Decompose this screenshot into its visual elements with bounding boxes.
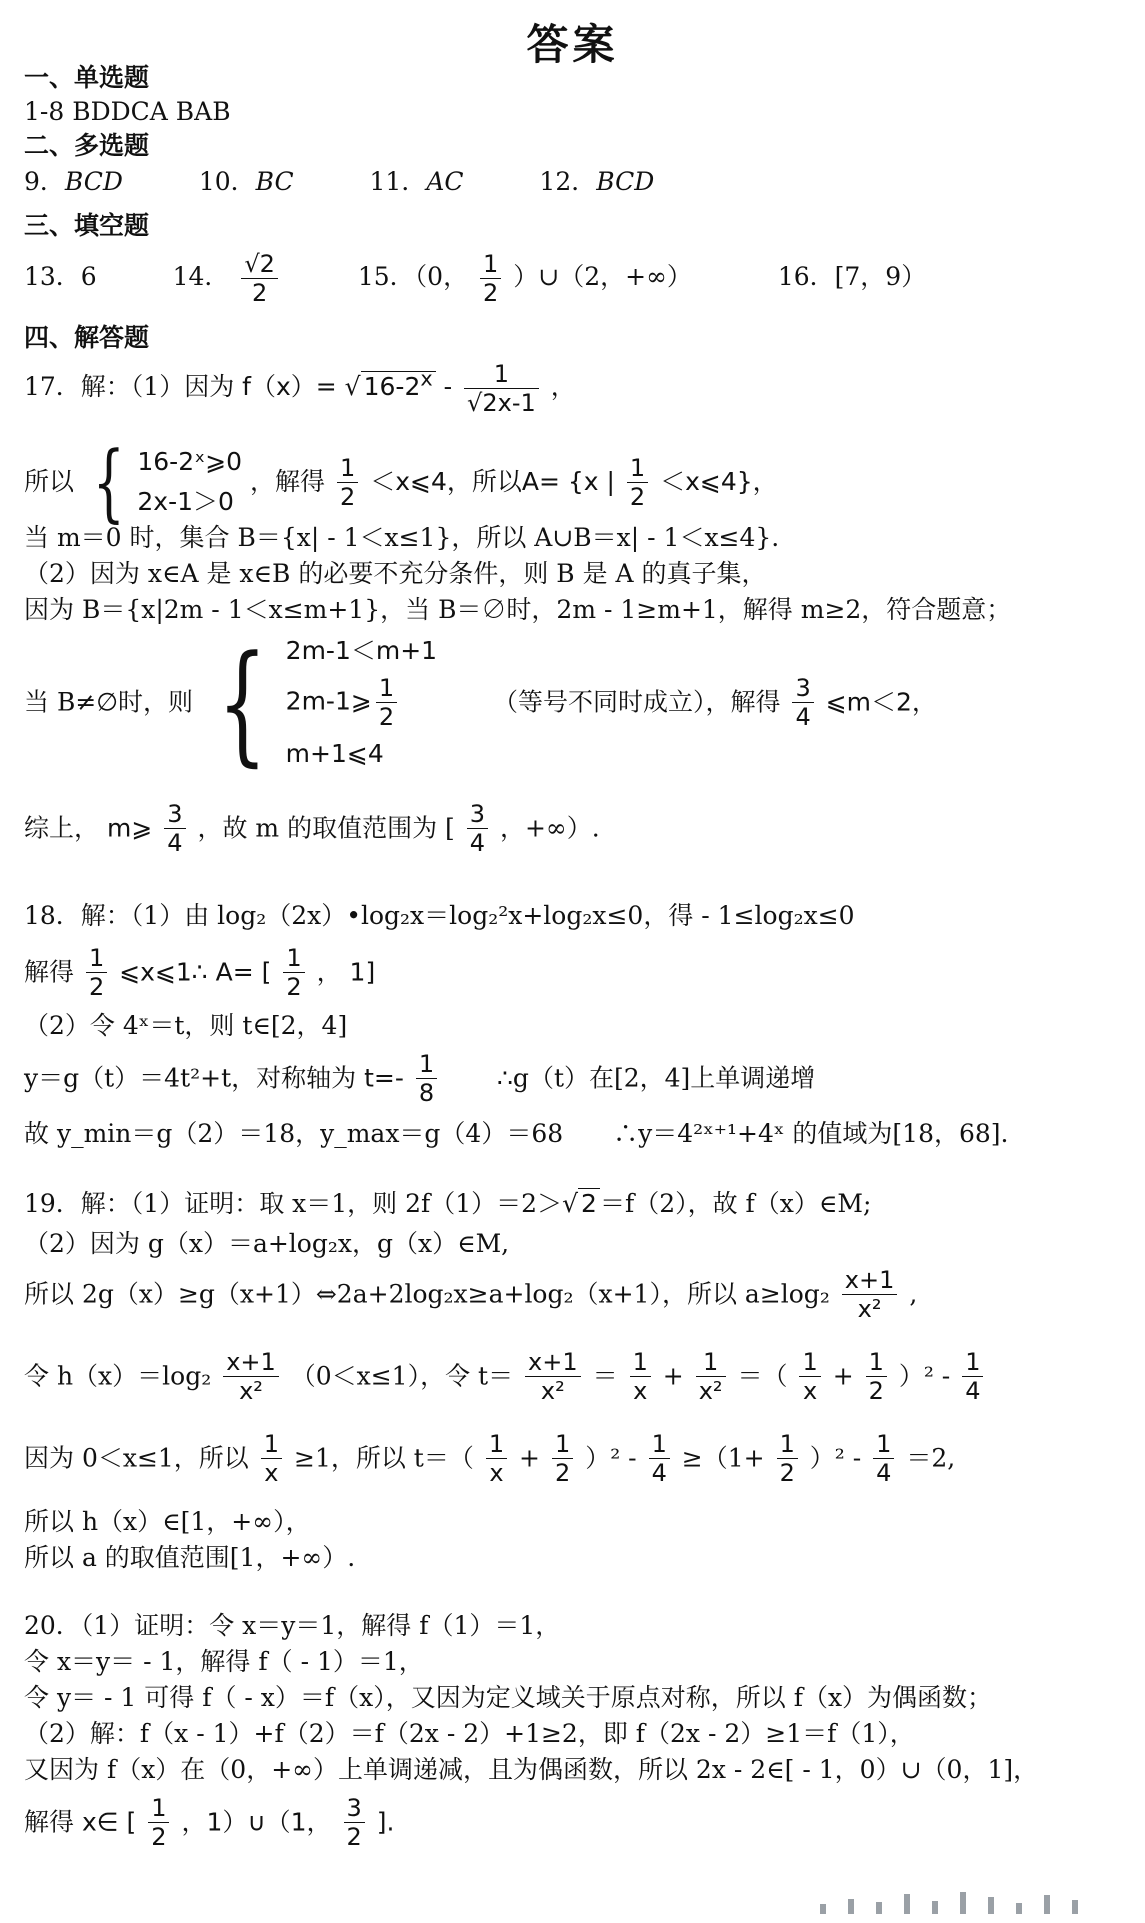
p18-line5: 故 y_min＝g（2）＝18，y_max＝g（4）＝68 ∴y＝4²ˣ⁺¹+4ˣ 的值域为[18，68]. (24, 1119, 1009, 1148)
watermark-bar (848, 1899, 854, 1914)
watermark-bar (904, 1894, 910, 1914)
p20-line2: 令 x＝y＝ - 1，解得 f（ - 1）＝1， (24, 1647, 424, 1676)
section-solution-heading: 四、解答题 (24, 323, 150, 352)
watermark-bar (876, 1902, 882, 1914)
p17-line6: 当 B≠∅时，则 { 2m-1＜m+1 2m-1⩾ $\frac{1}{2}$ m+1⩽4 （等号不同时成立），解得 $\frac{3}{4}$ ⩽m＜2， (24, 626, 937, 779)
p20-line3: 令 y＝ - 1 可得 f（ - x）＝f（x），又因为定义域关于原点对称，所以 f（x）为偶函数； (24, 1683, 993, 1712)
watermark-bar (1016, 1903, 1022, 1914)
p19-line1: 19．解：（1）证明：取 x＝1，则 2f（1）＝2＞√ 2 ＝f（2），故 f（x）∈M; (24, 1189, 872, 1218)
single-choice-answers: 1-8 BDDCA BAB (24, 97, 231, 126)
p17-line4: （2）因为 x∈A 是 x∈B 的必要不充分条件，则 B 是 A 的真子集， (24, 559, 767, 588)
p17-line3: 当 m＝0 时，集合 B＝{x| - 1＜x≤1}，所以 A∪B＝x| - 1＜x≤4}. (24, 523, 780, 552)
p20-line6: 解得 x∈ [ $\frac{1}{2}$ ，1）∪（1， $\frac{3}{2}$ ]. (24, 1794, 395, 1851)
fill-blank-answers: 13．6 14． $\frac{√2}{2}$ 15．（0， $\frac{1}{2}$ ）∪（2，+∞） 16．[7，9） (24, 250, 927, 307)
watermark-bar (988, 1897, 994, 1914)
p17-line1: 17．解：（1）因为 f（x）= √ 16-2$^x$ - $\frac{1}{√2x-1}$ ， (24, 360, 576, 417)
page-title: 答案 (526, 20, 619, 69)
watermark-bar (932, 1901, 938, 1914)
watermark-bar (960, 1892, 966, 1914)
p17-line7: 综上， m⩾ $\frac{3}{4}$ ，故 m 的取值范围为 [ $\frac{3}{4}$ ，+∞）. (24, 800, 600, 857)
p19-line7: 所以 a 的取值范围[1，+∞）. (24, 1543, 356, 1572)
p20-line1: 20．（1）证明：令 x＝y＝1，解得 f（1）＝1， (24, 1611, 561, 1640)
p19-line4: 令 h（x）＝log₂ $\frac{x+1}{\text{x²}}$ （0＜x≤1），令 t＝ $\frac{x+1}{\text{x²}}$ ＝ $\frac{1}{x}$ + $\frac{1}{\text{x²}}$ ＝（ $\frac{1}{x}$ + $\frac{1}{2}$ ）² - $\frac{1}{4}$ (24, 1348, 987, 1405)
p17-line5: 因为 B＝{x|2m - 1＜x≤m+1}，当 B＝∅时，2m - 1≥m+1，解得 m≥2，符合题意； (24, 595, 1012, 624)
p20-line4: （2）解：f（x - 1）+f（2）＝f（2x - 2）+1≥2，即 f（2x - 2）≥1＝f（1）， (24, 1719, 915, 1748)
p20-line5: 又因为 f（x）在（0，+∞）上单调递减，且为偶函数，所以 2x - 2∈[ - 1，0）∪（0，1]， (24, 1755, 1039, 1784)
p18-line3: （2）令 4ˣ＝t，则 t∈[2，4] (24, 1011, 348, 1040)
p17-line2: 所以 { 16-2ˣ⩾0 2x-1＞0 ，解得 $\frac{1}{2}$ ＜x⩽4，所以A= {x | $\frac{1}{2}$ ＜x⩽4}， (24, 433, 778, 531)
p19-line2: （2）因为 g（x）＝a+log₂x，g（x）∈M, (24, 1229, 510, 1258)
p19-line5: 因为 0＜x≤1，所以 $\frac{1}{x}$ ≥1，所以 t＝（ $\frac{1}{x}$ + $\frac{1}{2}$ ）² - $\frac{1}{4}$ ≥（1+ $\frac{1}{2}$ ）² - $\frac{1}{4}$ ＝2, (24, 1430, 956, 1487)
p18-line2: 解得 $\frac{1}{2}$ ⩽x⩽1∴ A= [ $\frac{1}{2}$ ， 1] (24, 944, 376, 1001)
section-fill-blank-heading: 三、填空题 (24, 211, 150, 240)
watermark-bar (820, 1904, 826, 1914)
watermark-bar (1044, 1895, 1050, 1914)
watermark-bar (1072, 1900, 1078, 1914)
section-multi-choice-heading: 二、多选题 (24, 131, 150, 160)
p19-line6: 所以 h（x）∈[1，+∞）， (24, 1507, 311, 1536)
p19-line3: 所以 2g（x）≥g（x+1）⇔2a+2log₂x≥a+log₂（x+1），所以 a≥log₂ $\frac{x+1}{\text{x²}}$ , (24, 1266, 918, 1323)
p18-line4: y＝g（t）＝4t²+t，对称轴为 t=- $\frac{1}{8}$ ∴g（t）在[2，4]上单调递增 (24, 1050, 816, 1107)
p18-line1: 18．解：（1）由 log₂（2x）•log₂x＝log₂²x+log₂x≤0，得 - 1≤log₂x≤0 (24, 901, 855, 930)
multi-choice-answers: 9．BCD 10．BC 11．AC 12．BCD (24, 167, 655, 196)
section-single-choice-heading: 一、单选题 (24, 63, 150, 92)
watermark-bars (820, 1890, 1120, 1914)
